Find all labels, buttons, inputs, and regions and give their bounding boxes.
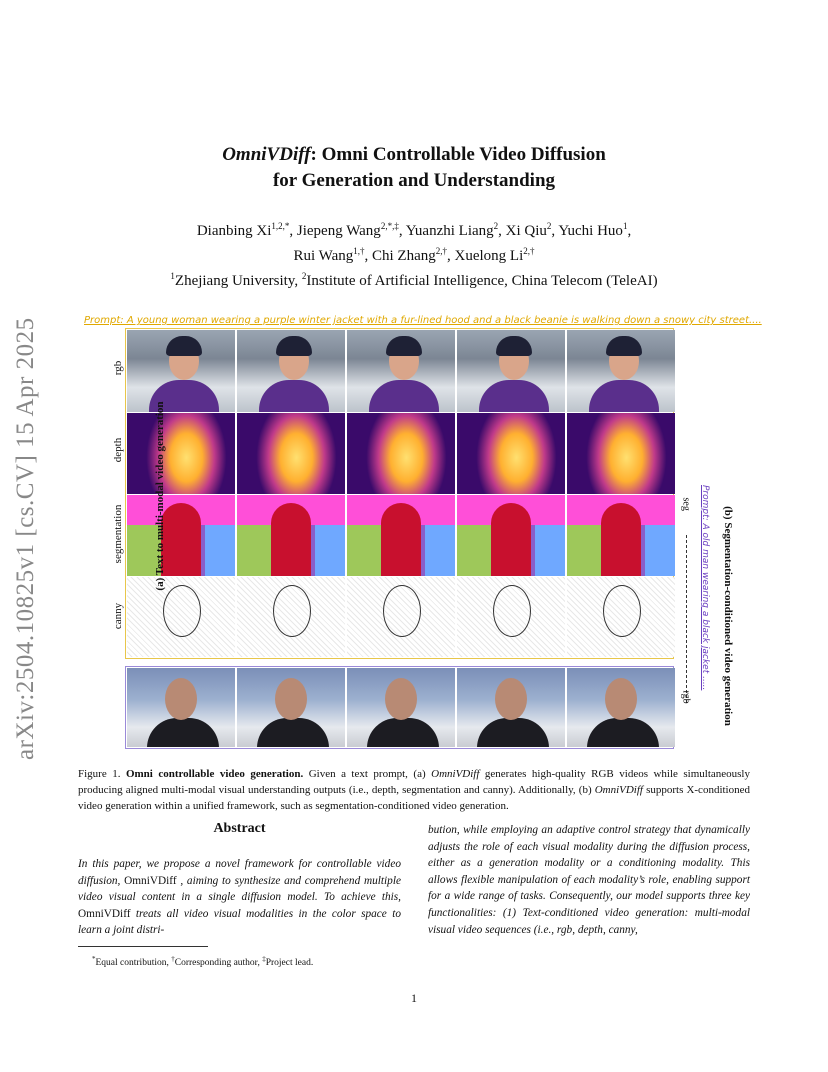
rgb-frame	[127, 330, 235, 412]
segmentation-frame	[127, 495, 235, 576]
method-name: OmniVDiff	[78, 907, 131, 920]
footnote-mark: †	[171, 955, 175, 963]
footnote-text: Project lead.	[265, 958, 314, 969]
depth-frame	[567, 413, 675, 494]
row-label-rgb: rgb	[112, 360, 124, 376]
method-name: OmniVDiff	[124, 874, 177, 887]
segmentation-frame	[567, 495, 675, 576]
figure-prompt-text: Prompt: A young woman wearing a purple winter jacket with a fur-lined hood and a black beanie is walking down a snowy city street....	[84, 315, 762, 326]
caption-text: supports X-conditioned video generation within a unified framework, such as segmentation-conditioned video generation.	[78, 784, 750, 812]
segmentation-frame	[457, 495, 565, 576]
depth-frame	[457, 413, 565, 494]
segmentation-frame	[347, 495, 455, 576]
page-number: 1	[411, 991, 417, 1005]
affiliation-2: Institute of Artificial Intelligence, China Telecom (TeleAI)	[306, 273, 658, 289]
author-name: Rui Wang	[293, 248, 354, 264]
abstract-left-column	[78, 856, 401, 939]
footnote-text: Equal contribution,	[95, 958, 172, 969]
caption-method: OmniVDiff	[431, 768, 480, 780]
figure-caption	[78, 766, 750, 814]
canny-row	[127, 577, 675, 657]
depth-frame	[237, 413, 345, 494]
panel-b-rgb-label: rgb	[680, 690, 692, 704]
author-sup: 2	[546, 221, 552, 231]
panel-a-label: (a) Text to multi-modal video generation	[154, 401, 166, 591]
panel-b-seg-label: seg	[680, 497, 692, 511]
author-sup: 2,†	[523, 246, 535, 256]
affiliation-sup: 2	[301, 271, 307, 281]
panel-b-label: (b) Segmentation-conditioned video generation	[722, 506, 734, 726]
author-name: Xi Qiu	[505, 223, 547, 239]
author-name: Jiepeng Wang	[296, 223, 381, 239]
depth-frame	[347, 413, 455, 494]
title-line2: for Generation and Understanding	[272, 170, 556, 191]
author-name: Yuchi Huo	[558, 223, 623, 239]
affiliation-1: Zhejiang University,	[174, 273, 302, 289]
segmentation-frame	[237, 495, 345, 576]
conditioned-rgb-frame	[457, 668, 565, 747]
conditioned-rgb-row	[127, 668, 675, 747]
rgb-frame	[457, 330, 565, 412]
panel-b-prompt: Prompt: A old man wearing a black jacket .....	[700, 485, 710, 691]
footnote-mark: ‡	[262, 955, 266, 963]
row-label-canny: canny	[112, 602, 124, 630]
abstract-right-column: bution, while employing an adaptive control strategy that dynamically adjusts the role of each visual modality during the diffusion process, either as a generation modality or a conditioning modality. This allows flexible manipulation of each modality’s role, enabling support for a wide range of tasks. Consequently, our model supports three key functionalities: (1) Text-conditioned video generation: multi-modal visual video sequences (i.e., rgb, depth, canny,	[428, 824, 750, 936]
row-label-depth: depth	[112, 437, 124, 463]
author-name: Dianbing Xi	[196, 223, 272, 239]
rgb-frame	[567, 330, 675, 412]
author-name: Xuelong Li	[454, 248, 524, 264]
caption-text: Given a text prompt, (a)	[303, 768, 432, 780]
author-line-1: Dianbing $Xi^{1,2,*}$, Jiepeng Wang$^{2,*,\ddagger}$, Yuanzhi Liang$^2$, Xi Qiu$^2$, Yuchi Huo$^1$,	[196, 221, 632, 239]
author-sup: 2	[493, 221, 499, 231]
rgb-row	[127, 330, 675, 412]
title-method-name: OmniVDiff	[222, 144, 311, 165]
footnote-text: Corresponding author,	[174, 958, 263, 969]
author-sup: 1,2,*	[271, 221, 290, 231]
conditioned-rgb-frame	[127, 668, 235, 747]
conditioned-rgb-frame	[237, 668, 345, 747]
abstract-text: In this paper, we propose a novel framework for controllable video diffusion,	[78, 858, 401, 887]
caption-method: OmniVDiff	[594, 784, 643, 796]
abstract-text: , aiming to synthesize and comprehend multiple video visual content in a single diffusion model. To achieve this,	[78, 874, 401, 904]
canny-frame	[237, 577, 345, 657]
segmentation-row	[127, 495, 675, 576]
conditioned-rgb-frame	[347, 668, 455, 747]
author-sup: 1	[622, 221, 628, 231]
caption-label: Figure 1.	[78, 768, 121, 780]
row-label-segmentation: segmentation	[112, 504, 124, 564]
rgb-frame	[237, 330, 345, 412]
canny-frame	[347, 577, 455, 657]
footnote	[92, 953, 412, 969]
affiliations	[90, 266, 738, 291]
author-sup: 2,†	[435, 246, 447, 256]
depth-frame	[127, 413, 235, 494]
author-name: Yuanzhi Liang	[405, 223, 494, 239]
arxiv-identifier: arXiv:2504.10825v1 [cs.CV] 15 Apr 2025	[12, 317, 39, 760]
title-line1: : Omni Controllable Video Diffusion	[310, 144, 606, 165]
footnote-rule	[78, 946, 208, 947]
seg-to-rgb-connector	[686, 535, 687, 703]
canny-frame	[457, 577, 565, 657]
caption-bold: Omni controllable video generation.	[125, 768, 304, 780]
affiliation-sup: 1	[170, 271, 175, 281]
canny-frame	[127, 577, 235, 657]
rgb-frame	[347, 330, 455, 412]
footnote-mark: *	[92, 955, 96, 963]
author-sup: 1,†	[353, 246, 365, 256]
author-block	[90, 216, 738, 291]
depth-row	[127, 413, 675, 494]
abstract-heading: Abstract	[213, 821, 266, 836]
abstract-text: treats all video visual modalities in the color space to learn a joint distri-	[78, 907, 401, 937]
author-sup: 2,*,‡	[380, 221, 399, 231]
conditioned-rgb-frame	[567, 668, 675, 747]
paper-title	[100, 142, 728, 194]
canny-frame	[567, 577, 675, 657]
caption-text: generates high-quality RGB videos while simultaneously producing aligned multi-modal visual understanding outputs (i.e., depth, segmentation and canny). Additionally, (b)	[78, 768, 750, 796]
author-line-2: Rui Wang$^{1,\dagger}$, Chi Zhang$^{2,\dagger}$, Xuelong $Li^{2,\dagger}$	[293, 246, 535, 264]
author-name: Chi Zhang	[372, 248, 436, 264]
